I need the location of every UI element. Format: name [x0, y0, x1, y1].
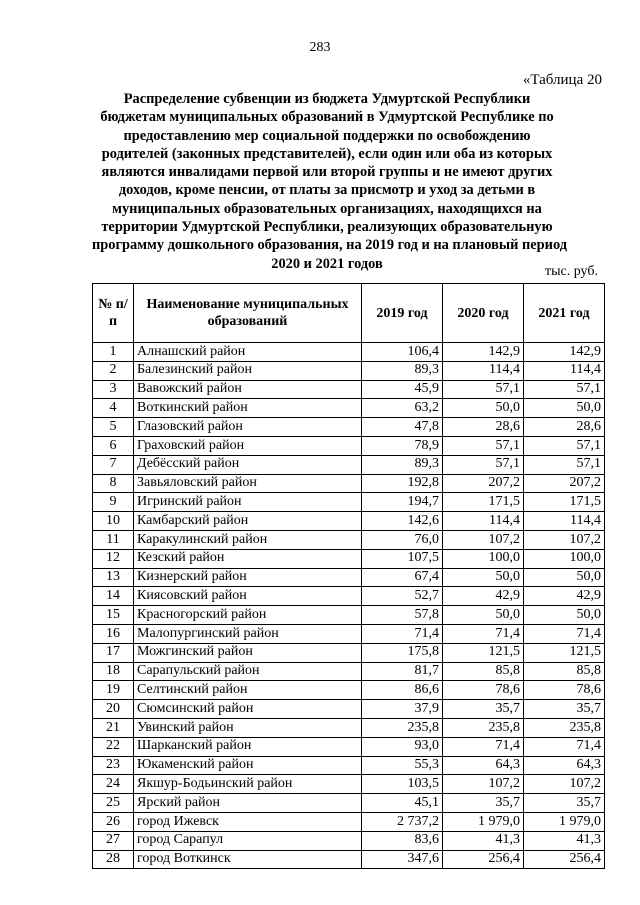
table-row — [93, 343, 605, 362]
value-2019: 45,9 — [362, 380, 443, 399]
table-row — [93, 380, 605, 399]
value-2020: 35,7 — [443, 794, 524, 813]
table-row — [93, 418, 605, 437]
table-row — [93, 850, 605, 869]
value-2019: 63,2 — [362, 399, 443, 418]
row-number: 26 — [93, 812, 134, 831]
row-number: 6 — [93, 436, 134, 455]
municipality-name: Можгинский район — [134, 643, 362, 662]
value-2020: 114,4 — [443, 361, 524, 380]
table-row — [93, 681, 605, 700]
value-2020: 57,1 — [443, 455, 524, 474]
table-row — [93, 474, 605, 493]
value-2020: 71,4 — [443, 737, 524, 756]
title-line: родителей (законных представителей), если один или оба из которых — [101, 145, 553, 162]
value-2020: 42,9 — [443, 587, 524, 606]
municipality-name: Граховский район — [134, 436, 362, 455]
value-2021: 100,0 — [524, 549, 605, 568]
value-2019: 47,8 — [362, 418, 443, 437]
municipality-name: Якшур-Бодьинский район — [134, 775, 362, 794]
value-2021: 107,2 — [524, 530, 605, 549]
row-number: 4 — [93, 399, 134, 418]
title-line: программу дошкольного образования, на 2019 год и на плановый период — [92, 237, 568, 254]
title-line: муниципальных образовательных организациях, находящихся на — [112, 200, 542, 217]
municipality-name: Балезинский район — [134, 361, 362, 380]
value-2020: 50,0 — [443, 399, 524, 418]
table-row — [93, 624, 605, 643]
table-row — [93, 718, 605, 737]
value-2019: 107,5 — [362, 549, 443, 568]
table-row — [93, 399, 605, 418]
title-line: являются инвалидами первой или второй группы и не имеют других — [101, 164, 553, 181]
municipality-name: Ярский район — [134, 794, 362, 813]
value-2020: 1 979,0 — [443, 812, 524, 831]
value-2019: 175,8 — [362, 643, 443, 662]
row-number: 21 — [93, 718, 134, 737]
header-2021: 2021 год — [524, 284, 605, 343]
row-number: 16 — [93, 624, 134, 643]
value-2019: 76,0 — [362, 530, 443, 549]
value-2021: 142,9 — [524, 343, 605, 362]
municipality-name: город Ижевск — [134, 812, 362, 831]
value-2019: 89,3 — [362, 455, 443, 474]
value-2021: 235,8 — [524, 718, 605, 737]
value-2021: 50,0 — [524, 568, 605, 587]
table-row — [93, 568, 605, 587]
value-2021: 171,5 — [524, 493, 605, 512]
subvention-table — [92, 283, 605, 869]
municipality-name: Камбарский район — [134, 512, 362, 531]
value-2019: 78,9 — [362, 436, 443, 455]
value-2020: 114,4 — [443, 512, 524, 531]
table-row — [93, 512, 605, 531]
value-2019: 103,5 — [362, 775, 443, 794]
municipality-name: Сюмсинский район — [134, 700, 362, 719]
table-row — [93, 775, 605, 794]
value-2019: 71,4 — [362, 624, 443, 643]
table-row — [93, 794, 605, 813]
value-2019: 55,3 — [362, 756, 443, 775]
value-2020: 50,0 — [443, 606, 524, 625]
value-2019: 81,7 — [362, 662, 443, 681]
value-2021: 50,0 — [524, 399, 605, 418]
title-line: 2020 и 2021 годов — [271, 255, 383, 272]
municipality-name: Юкаменский район — [134, 756, 362, 775]
municipality-name: Сарапульский район — [134, 662, 362, 681]
row-number: 24 — [93, 775, 134, 794]
municipality-name: город Сарапул — [134, 831, 362, 850]
municipality-name: Увинский район — [134, 718, 362, 737]
value-2021: 42,9 — [524, 587, 605, 606]
municipality-name: Дебёсский район — [134, 455, 362, 474]
value-2020: 64,3 — [443, 756, 524, 775]
value-2019: 93,0 — [362, 737, 443, 756]
table-row — [93, 493, 605, 512]
value-2019: 83,6 — [362, 831, 443, 850]
row-number: 22 — [93, 737, 134, 756]
row-number: 2 — [93, 361, 134, 380]
value-2020: 107,2 — [443, 530, 524, 549]
value-2020: 107,2 — [443, 775, 524, 794]
value-2019: 235,8 — [362, 718, 443, 737]
title-line: доходов, кроме пенсии, от платы за присмотр и уход за детьми в — [118, 182, 536, 199]
value-2021: 256,4 — [524, 850, 605, 869]
value-2019: 142,6 — [362, 512, 443, 531]
value-2019: 192,8 — [362, 474, 443, 493]
value-2021: 114,4 — [524, 512, 605, 531]
title-line: бюджетам муниципальных образований в Удмуртской Республике по — [100, 109, 554, 126]
value-2020: 121,5 — [443, 643, 524, 662]
value-2020: 207,2 — [443, 474, 524, 493]
row-number: 27 — [93, 831, 134, 850]
table-row — [93, 606, 605, 625]
row-number: 12 — [93, 549, 134, 568]
municipality-name: Завьяловский район — [134, 474, 362, 493]
value-2019: 57,8 — [362, 606, 443, 625]
municipality-name: Киясовский район — [134, 587, 362, 606]
value-2019: 194,7 — [362, 493, 443, 512]
value-2021: 78,6 — [524, 681, 605, 700]
header-name: Наименование муниципальных образований — [134, 284, 362, 343]
row-number: 5 — [93, 418, 134, 437]
value-2019: 86,6 — [362, 681, 443, 700]
table-row — [93, 756, 605, 775]
value-2021: 57,1 — [524, 380, 605, 399]
row-number: 28 — [93, 850, 134, 869]
title-line: территории Удмуртской Республики, реализующих образовательную — [101, 219, 553, 236]
value-2021: 1 979,0 — [524, 812, 605, 831]
municipality-name: Глазовский район — [134, 418, 362, 437]
document-title — [92, 90, 568, 273]
table-header-row — [93, 284, 605, 343]
value-2019: 52,7 — [362, 587, 443, 606]
row-number: 7 — [93, 455, 134, 474]
value-2020: 100,0 — [443, 549, 524, 568]
value-2021: 71,4 — [524, 737, 605, 756]
value-2020: 57,1 — [443, 380, 524, 399]
value-2020: 57,1 — [443, 436, 524, 455]
header-2020: 2020 год — [443, 284, 524, 343]
value-2019: 2 737,2 — [362, 812, 443, 831]
value-2021: 71,4 — [524, 624, 605, 643]
title-line: Распределение субвенции из бюджета Удмуртской Республики — [123, 91, 531, 107]
value-2021: 28,6 — [524, 418, 605, 437]
municipality-name: Вавожский район — [134, 380, 362, 399]
table-row — [93, 455, 605, 474]
value-2021: 35,7 — [524, 794, 605, 813]
municipality-name: Шарканский район — [134, 737, 362, 756]
table-row — [93, 737, 605, 756]
row-number: 10 — [93, 512, 134, 531]
value-2020: 35,7 — [443, 700, 524, 719]
table-row — [93, 530, 605, 549]
row-number: 25 — [93, 794, 134, 813]
value-2019: 89,3 — [362, 361, 443, 380]
row-number: 14 — [93, 587, 134, 606]
municipality-name: город Воткинск — [134, 850, 362, 869]
value-2020: 256,4 — [443, 850, 524, 869]
value-2021: 41,3 — [524, 831, 605, 850]
municipality-name: Кезский район — [134, 549, 362, 568]
header-2019: 2019 год — [362, 284, 443, 343]
value-2020: 71,4 — [443, 624, 524, 643]
row-number: 9 — [93, 493, 134, 512]
value-2020: 142,9 — [443, 343, 524, 362]
value-2021: 114,4 — [524, 361, 605, 380]
value-2021: 64,3 — [524, 756, 605, 775]
municipality-name: Каракулинский район — [134, 530, 362, 549]
value-2021: 35,7 — [524, 700, 605, 719]
header-number: № п/п — [93, 284, 134, 343]
value-2021: 57,1 — [524, 436, 605, 455]
value-2020: 171,5 — [443, 493, 524, 512]
row-number: 15 — [93, 606, 134, 625]
value-2019: 106,4 — [362, 343, 443, 362]
value-2021: 107,2 — [524, 775, 605, 794]
value-2021: 85,8 — [524, 662, 605, 681]
table-row — [93, 831, 605, 850]
row-number: 23 — [93, 756, 134, 775]
row-number: 19 — [93, 681, 134, 700]
value-2020: 85,8 — [443, 662, 524, 681]
table-row — [93, 812, 605, 831]
municipality-name: Селтинский район — [134, 681, 362, 700]
value-2020: 41,3 — [443, 831, 524, 850]
value-2020: 50,0 — [443, 568, 524, 587]
municipality-name: Малопургинский район — [134, 624, 362, 643]
table-row — [93, 549, 605, 568]
table-row — [93, 587, 605, 606]
municipality-name: Кизнерский район — [134, 568, 362, 587]
value-2020: 28,6 — [443, 418, 524, 437]
municipality-name: Алнашский район — [134, 343, 362, 362]
value-2020: 235,8 — [443, 718, 524, 737]
row-number: 13 — [93, 568, 134, 587]
value-2021: 57,1 — [524, 455, 605, 474]
table-row — [93, 643, 605, 662]
row-number: 3 — [93, 380, 134, 399]
row-number: 11 — [93, 530, 134, 549]
value-2021: 207,2 — [524, 474, 605, 493]
value-2019: 37,9 — [362, 700, 443, 719]
table-row — [93, 662, 605, 681]
value-2021: 50,0 — [524, 606, 605, 625]
title-line: предоставлению мер социальной поддержки по освобождению — [123, 127, 531, 144]
table-label: «Таблица 20 — [522, 72, 602, 88]
table-row — [93, 700, 605, 719]
value-2020: 78,6 — [443, 681, 524, 700]
row-number: 17 — [93, 643, 134, 662]
row-number: 8 — [93, 474, 134, 493]
municipality-name: Игринский район — [134, 493, 362, 512]
value-2019: 347,6 — [362, 850, 443, 869]
value-2021: 121,5 — [524, 643, 605, 662]
table-row — [93, 361, 605, 380]
page-number: 283 — [309, 40, 331, 55]
row-number: 1 — [93, 343, 134, 362]
municipality-name: Воткинский район — [134, 399, 362, 418]
municipality-name: Красногорский район — [134, 606, 362, 625]
row-number: 20 — [93, 700, 134, 719]
unit-label: тыс. руб. — [545, 264, 598, 279]
value-2019: 67,4 — [362, 568, 443, 587]
value-2019: 45,1 — [362, 794, 443, 813]
row-number: 18 — [93, 662, 134, 681]
table-row — [93, 436, 605, 455]
